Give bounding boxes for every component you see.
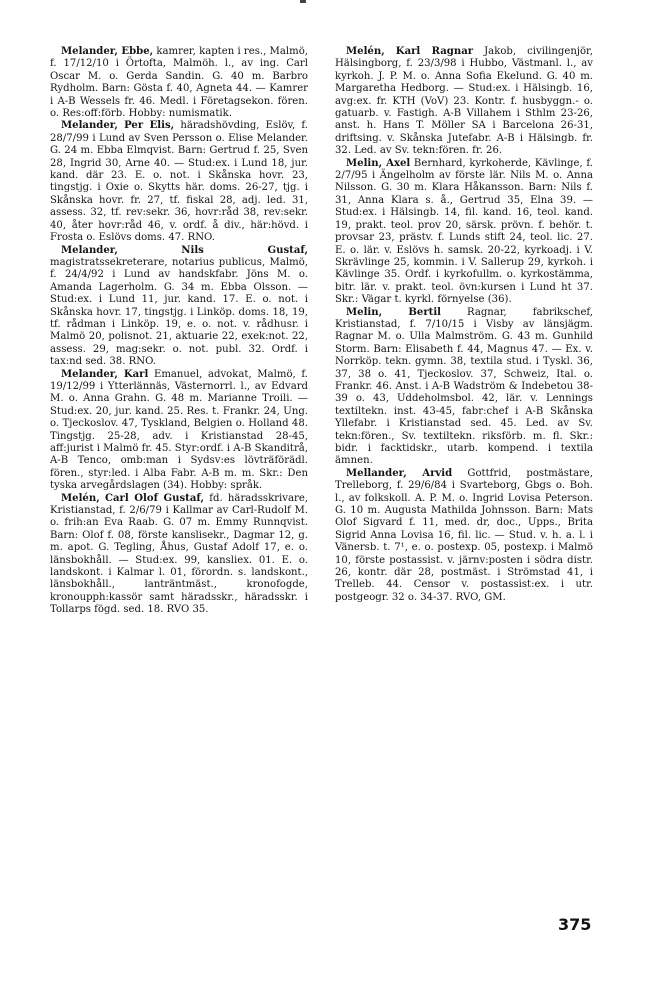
entry-given-name: Nils Gustaf,: [181, 244, 308, 256]
entry-text: Jakob, civilingenjör, Hälsingborg, f. 23/3/98 i Hubbo, Västmanl. l., av kyrkoh. J. P. M. o. Anna Sofia Ekelund. G. 40 m. Margaretha Hedborg. — Stud:ex. i Hälsingb. 16, avg:ex. fr. KTH (VoV) 23. Kontr. f. husbyggn.- o. gatuarb. v. Fastigh. A-B Villahem i Sthlm 23-26, anst. h. Hans T. Möller SA i Barcelona 26-31, driftsing. v. Skånska Jutefabr. A-B i Hälsingb. fr. 32. Led. av Sv. tekn:fören. fr. 26.: [335, 46, 593, 157]
entry-text: Emanuel, advokat, Malmö, f. 19/12/99 i Ytterlännäs, Västernorrl. l., av Edvard M. o. Anna Grahn. G. 48 m. Marianne Troili. — Stud:ex. 20, jur. kand. 25. Res. t. Frankr. 24, Ung. o. Tjeckoslov. 47, Tyskland, Belgien o. Holland 48. Tingstjg. 25-28, adv. i Kristianstad 28-45, aff:jurist i Malmö fr. 45. Styr:ordf. i A-B Skanditrå, A-B Tenco, omb:man i Sydsv:es lövträförädl. fören., styr:led. i Alba Fabr. A-B m. m. Skr.: Den tyska arvegårdslagen (34). Hobby: språk.: [50, 368, 308, 492]
entry-text: Gottfrid, postmästare, Trelleborg, f. 29/6/84 i Svarteborg, Gbgs o. Boh. l., av folkskoll. A. P. M. o. Ingrid Lovisa Peterson. G. 10 m. Augusta Mathilda Johnsson. Barn: Mats Olof Sigvard f. 11, med. dr, doc., Upps., Brita Sigrid Anna Lovisa 16, fil. lic. — Stud. v. h. a. l. i Vänersb. t. 7¹, e. o. postexp. 05, postexp. i Malmö 10, förste postassist. v. järnv:posten i södra distr. 26, kontr. där 28, postmäst. i Strömstad 41, i Trelleb. 44. Censor v. postassist:ex. i utr. postgeogr. 32 o. 34-37. RVO, GM.: [335, 467, 593, 603]
page-number: 375: [558, 915, 592, 934]
entry-text: magistratssekreterare, notarius publicus, Malmö, f. 24/4/92 i Lund av handskfabr. Jöns M. o. Amanda Lagerholm. G. 34 m. Ebba Olsson. — Stud:ex. i Lund 11, jur. kand. 17. E. o. not. i Skånska hovr. 17, tingstjg. i Linköp. doms. 18, 19, tf. rådman i Linköp. 19, e. o. not. v. rådhusr. i Malmö 20, polisnot. 21, aktuarie 22, exek:not. 22, assess. 29, mag:sekr. o. not. publ. 32. Ordf. i tax:nd sed. 38. RNO.: [50, 256, 308, 368]
entry-given-name: Karl Ragnar: [395, 46, 474, 57]
entry: [335, 468, 593, 604]
entry: [335, 158, 593, 307]
entry: [50, 120, 308, 244]
entry: [335, 307, 593, 468]
entry-text: häradshövding, Eslöv, f. 28/7/99 i Lund av Sven Persson o. Elise Melander. G. 24 m. Ebba Elmqvist. Barn: Gertrud f. 25, Sven 28, Ingrid 30, Arne 40. — Stud:ex. i Lund 18, jur. kand. där 23. E. o. not. i Skånska hovr. 23, tingstjg. i Oxie o. Skytts här. doms. 26-27, tjg. i Skånska hovr. fr. 27, tf. fiskal 28, adj. led. 31, assess. 32, tf. rev:sekr. 36, hovr:råd 38, rev:sekr. 40, åter hovr:råd 46, v. ordf. å div., här:hövd. i Frosta o. Eslövs doms. 47. RNO.: [50, 120, 309, 244]
entry-text: fd. häradsskrivare, Kristianstad, f. 2/6/79 i Kallmar av Carl-Rudolf M. o. frih:an Eva Raab. G. 07 m. Emmy Runnqvist. Barn: Olof f. 08, förste kanslisekr., Dagmar 12, g. m. apot. G. Tegling, Åhus, Gustaf Adolf 17, e. o. länsbokhåll. — Stud:ex. 99, kansliex. 01. E. o. landskont. i Kalmar l. 01, förordn. s. landskont., länsbokhåll., lanträntmäst., kronofogde, kronoupph:kassör samt häradsskr., häradsskr. i Tollarps fögd. sed. 18. RVO 35.: [50, 492, 309, 616]
entry: [335, 46, 593, 158]
entry-name: Mellander, Arvid: [346, 467, 453, 479]
entry-name: Melin, Axel: [346, 157, 411, 169]
entry-given-name: Per Elis,: [124, 120, 175, 132]
entry-text: Bernhard, kyrkoherde, Kävlinge, f. 2/7/95 i Ängelholm av förste lär. Nils M. o. Anna Nilsson. G. 30 m. Klara Håkansson. Barn: Nils f. 31, Anna Klara s. å., Gertrud 35, Elna 39. — Stud:ex. i Hälsingb. 14, fil. kand. 16, teol. kand. 19, prakt. teol. prov 20, särsk. prövn. f. behör. t. provsar 23, prästv. f. Lunds stift 24, teol. lic. 27. E. o. lär. v. Eslövs h. samsk. 20-22, kyrkoadj. i V. Skrävlinge 25, kommin. i V. Sallerup 29, kyrkoh. i Kävlinge 35. Ordf. i kyrkofullm. o. kyrkostämma, bitr. lär. v. prakt. teol. övn:kursen i Lund ht 37. Skr.: Vägar t. kyrkl. förnyelse (36).: [335, 157, 593, 306]
entry-name: Melander, Karl: [61, 368, 149, 380]
entry: [50, 493, 308, 617]
entry-name: Melander,: [61, 120, 118, 132]
entry: [50, 46, 308, 120]
entry: [50, 369, 308, 493]
entry-text: Ragnar, fabrikschef, Kristianstad, f. 7/10/15 i Visby av länsjägm. Ragnar M. o. Ulla Malmström. G. 43 m. Gunhild Storm. Barn: Elisabeth f. 44, Magnus 47. — Ex. v. Norrköp. tekn. gymn. 38, textila stud. i Tyskl. 36, 37, 38 o. 41, Tjeckoslov. 37, Schweiz, Ital. o. Frankr. 46. Anst. i A-B Wadström & Indebetou 38-39 o. 43, Uddeholmsbol. 42, lär. v. Lennings textiltekn. inst. 43-45, fabr:chef i A-B Skånska Yllefabr. i Kristianstad sed. 45. Led. av Sv. tekn:fören., Sv. textiltekn. riksförb. m. fl. Skr.: bidr. i facktidskr., utarb. kompend. i textila ämnen.: [335, 306, 594, 467]
entry-given-name: Carl Olof Gustaf,: [104, 492, 205, 504]
entry-name: Melander, Ebbe,: [61, 46, 154, 57]
entry-text: kamrer, kapten i res., Malmö, f. 17/12/10 i Örtofta, Malmöh. l., av ing. Carl Oscar M. o. Gerda Sandin. G. 40 m. Barbro Rydholm. Barn: Gösta f. 40, Agneta 44. — Kamrer i A-B Wessels fr. 46. Medl. i Företagsekon. fören. o. Res:off:förb. Hobby: numismatik.: [50, 46, 308, 120]
entry-name: Melén,: [61, 492, 100, 504]
left-column: [50, 46, 308, 617]
print-mark: [300, 0, 306, 3]
entry-name: Melander,: [61, 244, 118, 256]
entry: [50, 245, 308, 369]
entry-name: Melén,: [346, 46, 385, 57]
entry-name: Melin, Bertil: [346, 306, 442, 318]
right-column: [335, 46, 593, 604]
